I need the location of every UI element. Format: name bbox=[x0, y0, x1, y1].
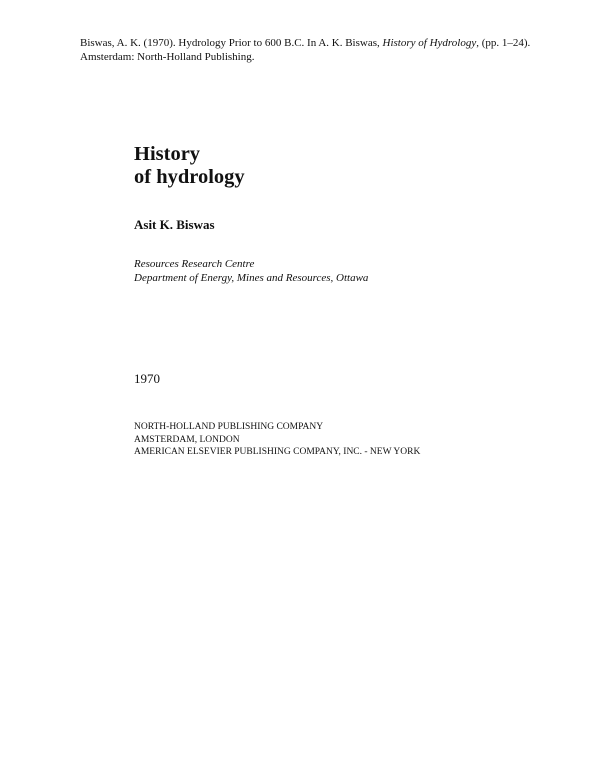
affiliation-line-2: Department of Energy, Mines and Resources, Ottawa bbox=[134, 272, 369, 284]
citation bbox=[80, 36, 540, 64]
publisher-line-1: NORTH-HOLLAND PUBLISHING COMPANY bbox=[134, 422, 324, 432]
publisher-block bbox=[134, 421, 420, 459]
citation-text-end: , (pp. 1–24). Amsterdam: North-Holland Publishing. bbox=[80, 37, 531, 63]
author-name: Asit K. Biswas bbox=[134, 217, 215, 232]
book-title-line-2: of hydrology bbox=[134, 166, 245, 188]
publisher-line-3: AMERICAN ELSEVIER PUBLISHING COMPANY, INC. - NEW YORK bbox=[134, 447, 421, 457]
citation-book-title: History of Hydrology bbox=[382, 37, 477, 49]
book-title bbox=[134, 143, 245, 189]
publisher-line-2: AMSTERDAM, LONDON bbox=[134, 434, 240, 445]
affiliation bbox=[134, 257, 368, 285]
affiliation-line-1: Resources Research Centre bbox=[134, 258, 255, 270]
citation-text: Biswas, A. K. (1970). Hydrology Prior to 600 B.C. In A. K. Biswas, bbox=[80, 37, 383, 49]
book-title-line-1: History bbox=[134, 143, 201, 165]
publication-year: 1970 bbox=[134, 371, 160, 386]
